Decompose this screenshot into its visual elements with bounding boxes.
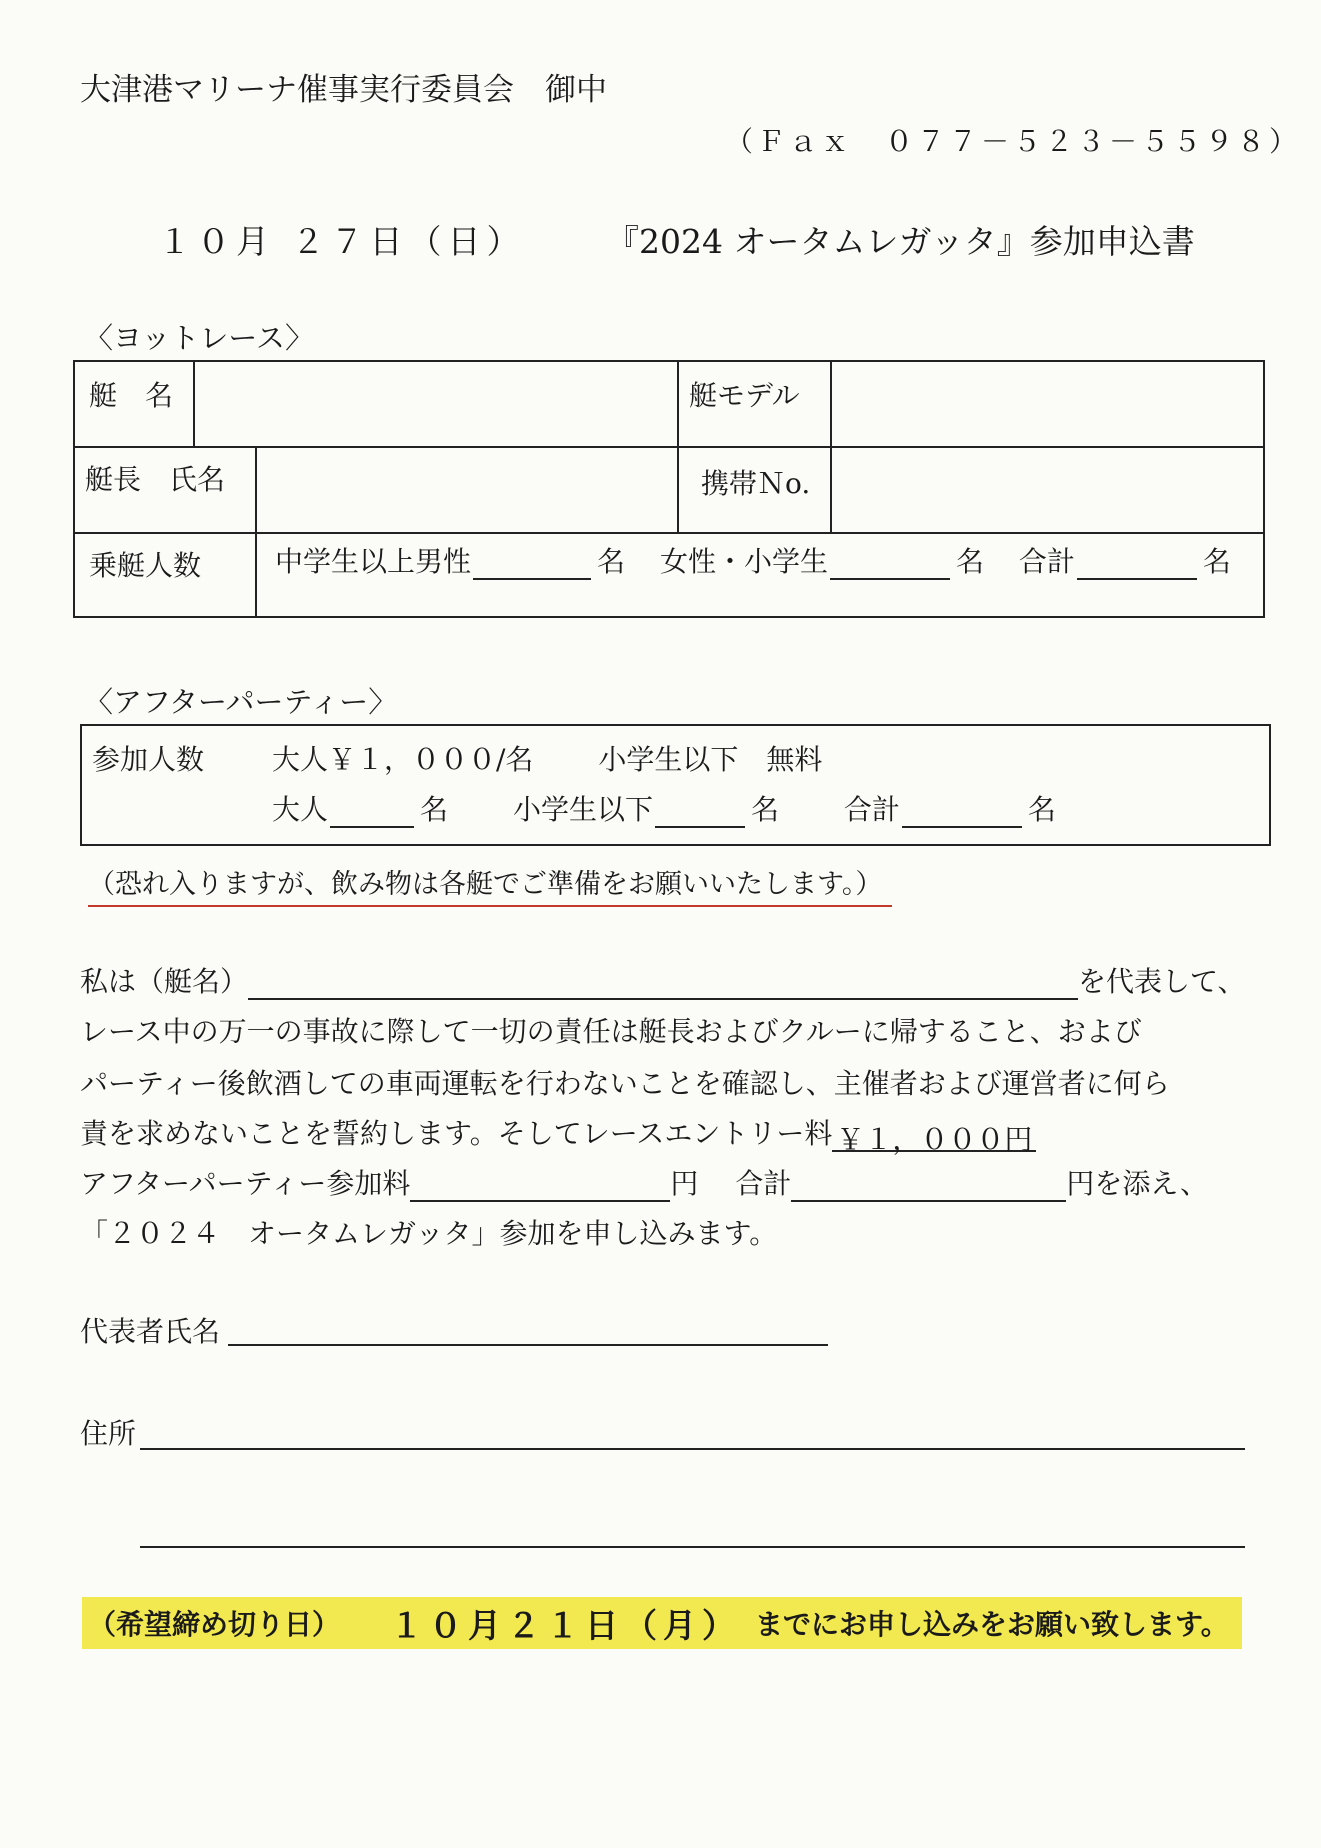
- table-divider: [193, 362, 195, 446]
- address-field-line-1[interactable]: [140, 1448, 1245, 1450]
- crew-count-label: 乗艇人数: [89, 549, 202, 582]
- unit-label: 名: [420, 793, 449, 826]
- mobile-number-label: 携帯Ｎo.: [701, 467, 811, 500]
- party-count-row: [272, 788, 1056, 828]
- drinks-note: （恐れ入りますが、飲み物は各艇でご準備をお願いいたします。）: [88, 862, 892, 907]
- representative-name-field[interactable]: [228, 1344, 828, 1346]
- party-total-field[interactable]: [902, 792, 1022, 828]
- table-divider: [75, 532, 1263, 534]
- child-price: 小学生以下 無料: [598, 743, 823, 776]
- yen-label: 円: [1066, 1167, 1095, 1200]
- unit-label: 名: [1202, 545, 1231, 578]
- crew-count-row: [275, 540, 1231, 580]
- event-date: １０月 ２７日（日）: [158, 222, 526, 261]
- pledge-line-2: レース中の万一の事故に際して一切の責任は艇長およびクルーに帰すること、および: [80, 1015, 1142, 1048]
- representative-name-label: 代表者氏名: [80, 1315, 221, 1348]
- yen-label: 円: [670, 1167, 699, 1200]
- deadline-suffix: までにお申し込みをお願い致します。: [755, 1608, 1229, 1641]
- unit-label: 名: [955, 545, 984, 578]
- pledge-text: アフターパーティー参加料: [80, 1167, 411, 1200]
- address-field-line-2[interactable]: [140, 1546, 1245, 1548]
- party-child-field[interactable]: [655, 792, 745, 828]
- crew-adult-label: 中学生以上男性: [275, 545, 472, 578]
- party-adult-label: 大人: [272, 793, 329, 826]
- event-name: 『2024 オータムレガッタ』参加申込書: [606, 222, 1195, 261]
- adult-price: 大人￥１，０００/名: [272, 743, 534, 776]
- table-divider: [75, 446, 1263, 448]
- pledge-boat-name-field[interactable]: [248, 966, 1078, 1000]
- pledge-text: を代表して、: [1078, 965, 1246, 998]
- crew-total-label: 合計: [1018, 545, 1075, 578]
- table-divider: [677, 362, 679, 532]
- party-adult-field[interactable]: [330, 792, 414, 828]
- table-divider: [255, 446, 257, 618]
- table-divider: [830, 362, 832, 532]
- pledge-line-6: 「２０２４ オータムレガッタ」参加を申し込みます。: [80, 1217, 778, 1250]
- pledge-total-label: 合計: [735, 1167, 792, 1200]
- address-label: 住所: [80, 1417, 137, 1450]
- unit-label: 名: [750, 793, 779, 826]
- deadline-prefix: （希望締め切り日）: [88, 1608, 341, 1641]
- crew-female-label: 女性・小学生: [659, 545, 828, 578]
- after-party-heading: 〈アフターパーティー〉: [84, 685, 398, 719]
- yacht-entry-table: [73, 360, 1265, 618]
- deadline-date: １０月２１日（月）: [390, 1605, 742, 1645]
- party-count-label: 参加人数: [92, 743, 205, 776]
- pledge-line-1: [80, 960, 1245, 1000]
- crew-total-field[interactable]: [1077, 544, 1197, 580]
- unit-label: 名: [1027, 793, 1056, 826]
- skipper-name-label: 艇長 氏名: [85, 463, 226, 496]
- after-party-box: [80, 724, 1271, 846]
- fax-number: （Ｆａｘ ０７７－５２３－５５９８）: [725, 125, 1302, 158]
- pledge-text: 私は（艇名）: [80, 965, 249, 998]
- pledge-line-4: [80, 1112, 1036, 1156]
- entry-fee: ￥１，０００円: [832, 1118, 1036, 1152]
- yacht-race-heading: 〈ヨットレース〉: [84, 321, 314, 355]
- boat-model-label: 艇モデル: [689, 379, 800, 412]
- boat-name-label: 艇 名: [89, 379, 174, 412]
- total-fee-field[interactable]: [791, 1168, 1066, 1202]
- crew-adult-field[interactable]: [473, 544, 591, 580]
- deadline-banner: [82, 1597, 1242, 1649]
- form-title: [158, 216, 1195, 263]
- pledge-text: 責を求めないことを誓約します。そしてレースエントリー料: [80, 1117, 833, 1150]
- pledge-text: を添え、: [1094, 1167, 1209, 1200]
- party-child-label: 小学生以下: [512, 793, 653, 826]
- recipient: 大津港マリーナ催事実行委員会 御中: [80, 72, 607, 108]
- pledge-line-3: パーティー後飲酒しての車両運転を行わないことを確認し、主催者および運営者に何ら: [80, 1067, 1170, 1100]
- party-price-row: [272, 738, 822, 778]
- unit-label: 名: [597, 545, 626, 578]
- pledge-line-5: [80, 1162, 1208, 1202]
- party-total-label: 合計: [843, 793, 900, 826]
- crew-female-field[interactable]: [830, 544, 950, 580]
- party-fee-field[interactable]: [410, 1168, 670, 1202]
